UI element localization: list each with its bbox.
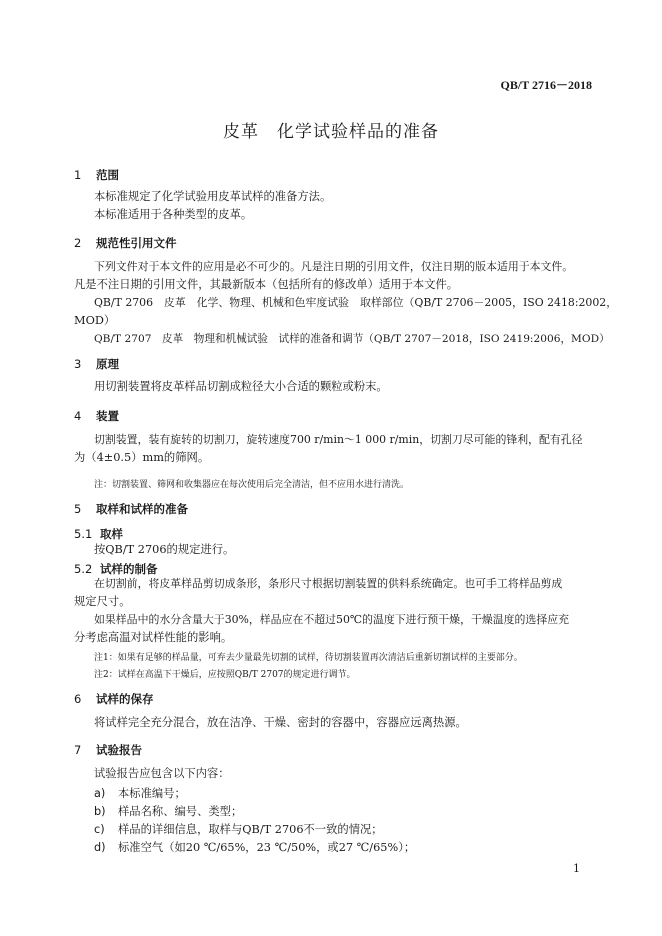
list-item: [94, 785, 186, 801]
paragraph: 规定尺寸。: [74, 595, 131, 608]
list-text: 样品名称、编号、类型；: [118, 805, 243, 818]
page-number: 1: [573, 862, 580, 875]
section-title: 规范性引用文件: [96, 236, 177, 250]
standard-code: QB/T 2716－2018: [500, 78, 592, 92]
section-title: 试样的保存: [96, 692, 154, 706]
section-7-heading: [74, 742, 142, 758]
paragraph: 凡是不注日期的引用文件，其最新版本（包括所有的修改单）适用于本文件。: [74, 278, 459, 291]
section-title: 试样的制备: [100, 562, 158, 576]
section-number: 2: [74, 236, 82, 250]
document-title: 皮革 化学试验样品的准备: [223, 122, 439, 142]
section-6-heading: [74, 691, 154, 707]
section-number: 5: [74, 502, 82, 516]
section-number: 5.1: [74, 527, 93, 541]
section-5-heading: [74, 501, 188, 517]
paragraph: 用切割装置将皮革样品切割成粒径大小合适的颗粒或粉末。: [94, 380, 388, 393]
reference-entry: QB/T 2706 皮革 化学、物理、机械和色牢度试验 取样部位（QB/T 2706－2005，ISO 2418:2002，: [94, 296, 618, 309]
list-text: 标准空气（如20 ℃/65%，23 ℃/50%，或27 ℃/65%）；: [118, 841, 416, 854]
section-3-heading: [74, 356, 119, 372]
list-text: 样品的详细信息，取样与QB/T 2706不一致的情况；: [118, 823, 383, 836]
section-title: 取样: [100, 527, 123, 541]
section-title: 范围: [96, 168, 119, 182]
paragraph: 试验报告应包含以下内容：: [94, 767, 230, 780]
section-title: 试验报告: [96, 743, 142, 757]
list-text: 本标准编号；: [118, 787, 186, 800]
section-number: 3: [74, 357, 82, 371]
paragraph: 为（4±0.5）mm的筛网。: [74, 451, 210, 464]
reference-entry: QB/T 2707 皮革 物理和机械试验 试样的准备和调节（QB/T 2707－2018，ISO 2419:2006，MOD）: [94, 333, 610, 345]
list-marker: b): [94, 805, 106, 818]
section-title: 取样和试样的准备: [96, 502, 188, 516]
section-title: 原理: [96, 357, 119, 371]
section-number: 6: [74, 692, 82, 706]
paragraph: 如果样品中的水分含量大于30%，样品应在不超过50℃的温度下进行预干燥，干燥温度的选择应充: [94, 613, 569, 626]
paragraph: 在切割前，将皮革样品剪切成条形，条形尺寸根据切割装置的供料系统确定。也可手工将样品剪成: [94, 577, 563, 590]
subsection-5-1-heading: [74, 526, 123, 542]
paragraph: 下列文件对于本文件的应用是必不可少的。凡是注日期的引用文件，仅注日期的版本适用于本文件。: [94, 260, 574, 273]
section-number: 1: [74, 168, 82, 182]
section-number: 4: [74, 409, 82, 423]
section-title: 装置: [96, 409, 119, 423]
section-1-heading: [74, 167, 119, 183]
paragraph: 本标准适用于各种类型的皮革。: [94, 208, 253, 221]
paragraph: 按QB/T 2706的规定进行。: [94, 543, 235, 556]
note: 注2：试样在高温下干燥后，应按照QB/T 2707的规定进行调节。: [94, 670, 356, 680]
note: 注1：如果有足够的样品量，可弃去少量最先切割的试样，待切割装置再次清洁后重新切割试样的主要部分。: [94, 653, 523, 663]
list-marker: c): [94, 823, 105, 836]
section-2-heading: [74, 235, 177, 251]
list-marker: d): [94, 841, 106, 854]
section-number: 5.2: [74, 562, 93, 576]
list-item: [94, 821, 383, 837]
section-number: 7: [74, 743, 82, 757]
paragraph: 分考虑高温对试样性能的影响。: [74, 631, 233, 644]
paragraph: 本标准规定了化学试验用皮革试样的准备方法。: [94, 190, 332, 203]
list-marker: a): [94, 787, 106, 800]
list-item: [94, 839, 415, 855]
list-item: [94, 803, 242, 819]
section-4-heading: [74, 408, 119, 424]
note: 注：切割装置、筛网和收集器应在每次使用后完全清洁，但不应用水进行清洗。: [94, 480, 410, 490]
paragraph: 切割装置，装有旋转的切割刀，旋转速度700 r/min～1 000 r/min，切割刀尽可能的锋利，配有孔径: [94, 433, 583, 446]
reference-entry: MOD）: [74, 314, 116, 327]
paragraph: 将试样完全充分混合，放在洁净、干燥、密封的容器中，容器应远离热源。: [94, 716, 467, 729]
